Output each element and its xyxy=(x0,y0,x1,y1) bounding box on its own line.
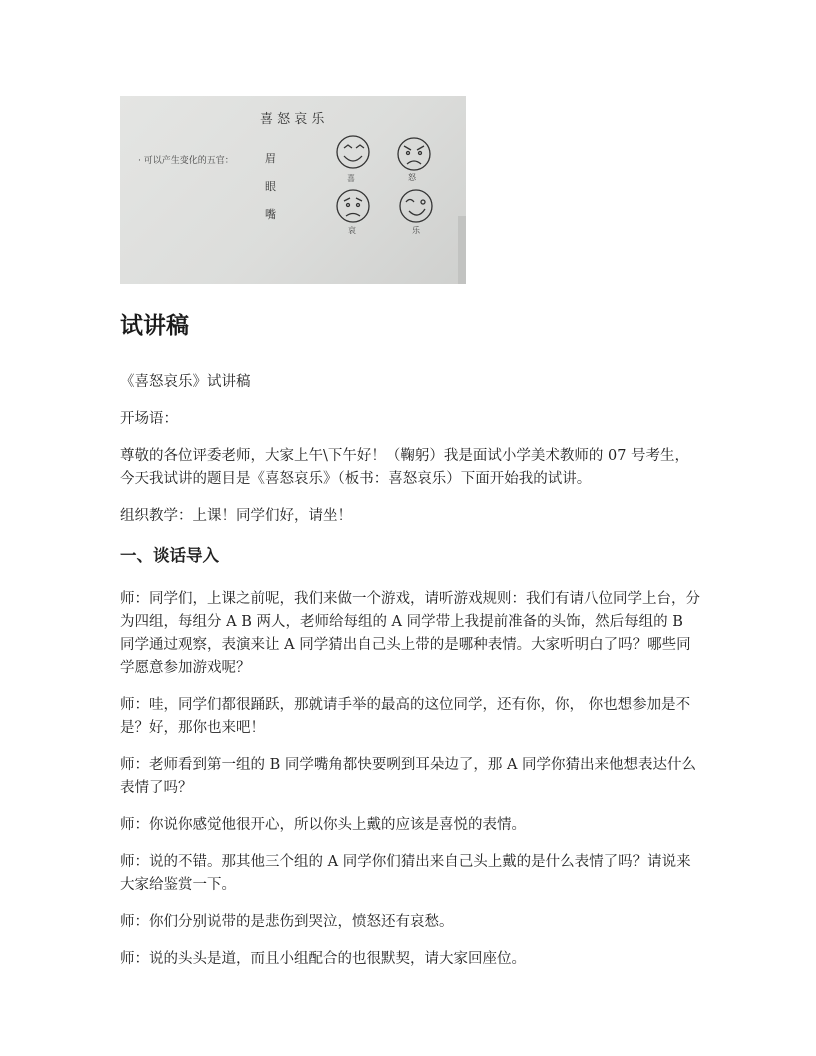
doc-title: 试讲稿 xyxy=(120,313,189,339)
document-page xyxy=(120,96,700,971)
face-label-angry: 怒 xyxy=(408,173,416,182)
sad-face-icon xyxy=(337,190,369,222)
lesson-title: 《喜怒哀乐》试讲稿 xyxy=(120,374,251,390)
dialogue-paragraph: 师：说的头头是道，而且小组配合的也很默契，请大家回座位。 xyxy=(120,951,526,967)
dialogue-paragraph: 师：哇，同学们都很踊跃，那就请手举的最高的这位同学，还有你，你， 你也想参加是不是？好，那你也来吧！ xyxy=(120,697,691,736)
section-body xyxy=(120,588,700,971)
board-feature-brow: 眉 xyxy=(265,152,276,165)
board-feature-mouth: 嘴 xyxy=(265,208,276,221)
dialogue-paragraph: 师：你们分别说带的是悲伤到哭泣，愤怒还有哀愁。 xyxy=(120,914,454,930)
face-label-happy: 喜 xyxy=(347,174,355,183)
board-side-note: · 可以产生变化的五官： xyxy=(138,156,234,166)
face-label-sad: 哀 xyxy=(348,226,356,235)
face-label-joy: 乐 xyxy=(412,226,420,235)
dialogue-paragraph: 师：老师看到第一组的 B 同学嘴角都快要咧到耳朵边了，那 A 同学你猜出来他想表达什么表情了吗？ xyxy=(120,757,697,796)
dialogue-paragraph: 师：说的不错。那其他三个组的 A 同学你们猜出来自己头上戴的是什么表情了吗？请说来大家给鉴赏一下。 xyxy=(120,854,691,893)
board-feature-eye: 眼 xyxy=(265,180,276,193)
whiteboard-drawing xyxy=(120,96,466,284)
angry-face-icon xyxy=(398,138,430,170)
joyful-face-icon xyxy=(400,190,432,222)
opening-label: 开场语： xyxy=(120,411,178,427)
greeting-paragraph: 尊敬的各位评委老师，大家上午\下午好！（鞠躬）我是面试小学美术教师的 07 号考生，今天我试讲的题目是《喜怒哀乐》（板书：喜怒哀乐）下面开始我的试讲。 xyxy=(120,448,690,487)
board-header: 喜 怒 哀 乐 xyxy=(260,112,325,127)
whiteboard-photo xyxy=(120,96,466,284)
section-heading: 一、谈话导入 xyxy=(120,546,219,565)
happy-face-icon xyxy=(337,136,369,168)
dialogue-paragraph: 师：你说你感觉他很开心，所以你头上戴的应该是喜悦的表情。 xyxy=(120,817,526,833)
photo-shadow xyxy=(458,216,466,284)
dialogue-paragraph: 师：同学们，上课之前呢，我们来做一个游戏，请听游戏规则：我们有请八位同学上台，分为四组，每组分 A B 两人，老师给每组的 A 同学带上我提前准备的头饰，然后每组的 B 同学通过观察，表演来让 A 同学猜出自己头上带的是哪种表情。大家听明白了吗？哪些同学愿意参加游戏呢？ xyxy=(120,591,700,676)
organize-paragraph: 组织教学：上课！同学们好，请坐！ xyxy=(120,508,352,524)
